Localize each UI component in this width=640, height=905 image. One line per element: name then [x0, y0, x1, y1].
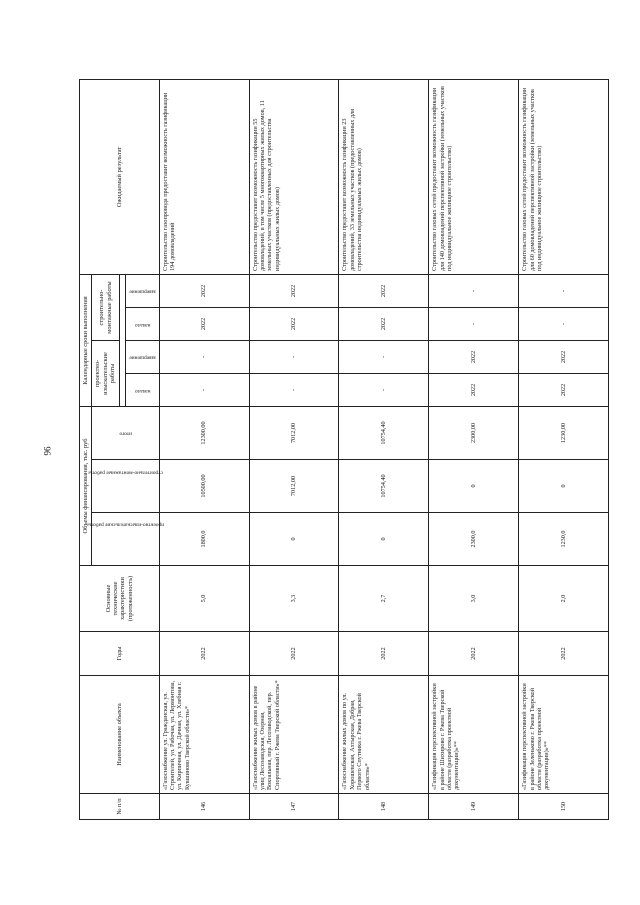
row-num: 147 — [249, 794, 339, 820]
row-pir-start: - — [159, 373, 249, 406]
row-fin-total: 1230,00 — [519, 406, 609, 459]
table-row — [429, 79, 519, 819]
row-smr-start: - — [429, 307, 519, 340]
row-pir-start: - — [249, 373, 339, 406]
header-smr-start: начало — [125, 307, 159, 340]
row-num: 149 — [429, 794, 519, 820]
header-characteristics: Основные технические характеристики (протяженность) — [80, 566, 160, 632]
header-pir-end: завершение — [125, 340, 159, 373]
object-name: «Газификация перспективной застройки в районе Зеленьково г. Ржева Тверской области (разработка проектной документации)»** — [519, 676, 609, 794]
page-number: 96 — [42, 446, 53, 456]
row-years: 2022 — [249, 632, 339, 676]
row-fin-total: 7012,00 — [249, 406, 339, 459]
row-smr-start: 2022 — [339, 307, 429, 340]
row-pir-end: - — [249, 340, 339, 373]
table-row — [249, 79, 339, 819]
row-fin-pir: 1800,0 — [159, 513, 249, 566]
row-years: 2022 — [339, 632, 429, 676]
row-length: 3,3 — [249, 566, 339, 632]
row-fin-pir: 0 — [249, 513, 339, 566]
row-length: 3,0 — [429, 566, 519, 632]
row-smr-end: 2022 — [159, 274, 249, 307]
row-num: 146 — [159, 794, 249, 820]
row-length: 5,0 — [159, 566, 249, 632]
row-smr-end: 2022 — [339, 274, 429, 307]
row-smr-end: 2022 — [249, 274, 339, 307]
row-years: 2022 — [159, 632, 249, 676]
table-row — [339, 79, 429, 819]
header-years: Годы — [80, 632, 160, 676]
header-fin-pir: проектно-изыскательские работы — [92, 513, 159, 566]
row-pir-end: 2022 — [429, 340, 519, 373]
row-pir-start: 2022 — [519, 373, 609, 406]
header-smr-end: завершение — [125, 274, 159, 307]
row-pir-end: - — [159, 340, 249, 373]
row-smr-start: 2022 — [159, 307, 249, 340]
gasification-table — [79, 79, 609, 820]
row-fin-pir: 1230,0 — [519, 513, 609, 566]
row-fin-smr: 0 — [429, 460, 519, 513]
row-pir-end: 2022 — [519, 340, 609, 373]
row-result: Строительство предоставит возможность газификации 55 домовладений, в том числе 5 многоквартирных жилых домов, 11 земельных участков (предоставленных для строительства индивидуальных жилых домов) — [249, 79, 339, 274]
row-pir-end: - — [339, 340, 429, 373]
header-pir-start: начало — [125, 373, 159, 406]
header-num: № п/п — [80, 794, 160, 820]
row-length: 2,7 — [339, 566, 429, 632]
header-financing: Объемы финансирования, тыс. руб — [80, 406, 92, 565]
table-row — [159, 79, 249, 819]
row-smr-end: - — [429, 274, 519, 307]
row-fin-pir: 2300,0 — [429, 513, 519, 566]
header-terms-smr: строительно-монтажные работы — [92, 274, 119, 340]
row-fin-smr: 0 — [519, 460, 609, 513]
row-result: Строительство газопровода предоставит возможность газификации 194 домовладений — [159, 79, 249, 274]
row-fin-pir: 0 — [339, 513, 429, 566]
row-pir-start: - — [339, 373, 429, 406]
row-result: Строительство газовых сетей предоставит возможность газификации для 140 домовладений перспективной застройки (земельных участков под индивидуальное жилищное строительство) — [429, 79, 519, 274]
row-num: 148 — [339, 794, 429, 820]
row-years: 2022 — [429, 632, 519, 676]
row-fin-smr: 10500,00 — [159, 460, 249, 513]
header-terms-pir: проектно-изыскательские работы — [92, 340, 119, 406]
header-fin-smr: строительно-монтажные работы — [92, 460, 159, 513]
object-name: «Газоснабжение жилых домов в районе улиц Лесозаводская, Озерная, Вокзальная, пер. Лесозаводской, пер. Спортивный г. Ржева Тверской области»* — [249, 676, 339, 794]
row-smr-start: - — [519, 307, 609, 340]
object-name: «Газоснабжение ул. Гражданская, ул. Строителей, ул. Рабочая, ул. Лермонтова, ул. Кирпичная, ул. Дачная, ул. Хлебная г. Кувшиново Тверской области»* — [159, 676, 249, 794]
row-pir-start: 2022 — [429, 373, 519, 406]
row-fin-total: 12300,00 — [159, 406, 249, 459]
object-name: «Газоснабжение жилых домов по ул. Хорошевская, Ахтырская, Добрая, Первого Спутника г. Ржева Тверской области»* — [339, 676, 429, 794]
rotated-table-wrapper — [79, 80, 609, 820]
row-fin-smr: 10754,40 — [339, 460, 429, 513]
table-row — [519, 79, 609, 819]
object-name: «Газификация перспективной застройки в районе Шихирово г. Ржева Тверской области (разработка проектной документации)»** — [429, 676, 519, 794]
header-fin-total: итого — [92, 406, 159, 459]
row-length: 2,0 — [519, 566, 609, 632]
header-result: Ожидаемый результат — [80, 79, 160, 274]
header-name: Наименование объекта — [80, 676, 160, 794]
row-fin-total: 2300,00 — [429, 406, 519, 459]
row-result: Строительство газовых сетей предоставит возможность газификации для 60 домовладений перспективной застройки (земельных участков под индивидуальное жилищное строительство) — [519, 79, 609, 274]
row-years: 2022 — [519, 632, 609, 676]
row-fin-total: 10754,40 — [339, 406, 429, 459]
row-num: 150 — [519, 794, 609, 820]
row-smr-end: - — [519, 274, 609, 307]
row-smr-start: 2022 — [249, 307, 339, 340]
row-fin-smr: 7012,00 — [249, 460, 339, 513]
row-result: Строительство предоставит возможность газификации 23 домовладений, 33 земельных участков (предоставленных для строительства индивидуальных жилых домов) — [339, 79, 429, 274]
header-terms: Календарные сроки выполнения — [80, 274, 92, 406]
